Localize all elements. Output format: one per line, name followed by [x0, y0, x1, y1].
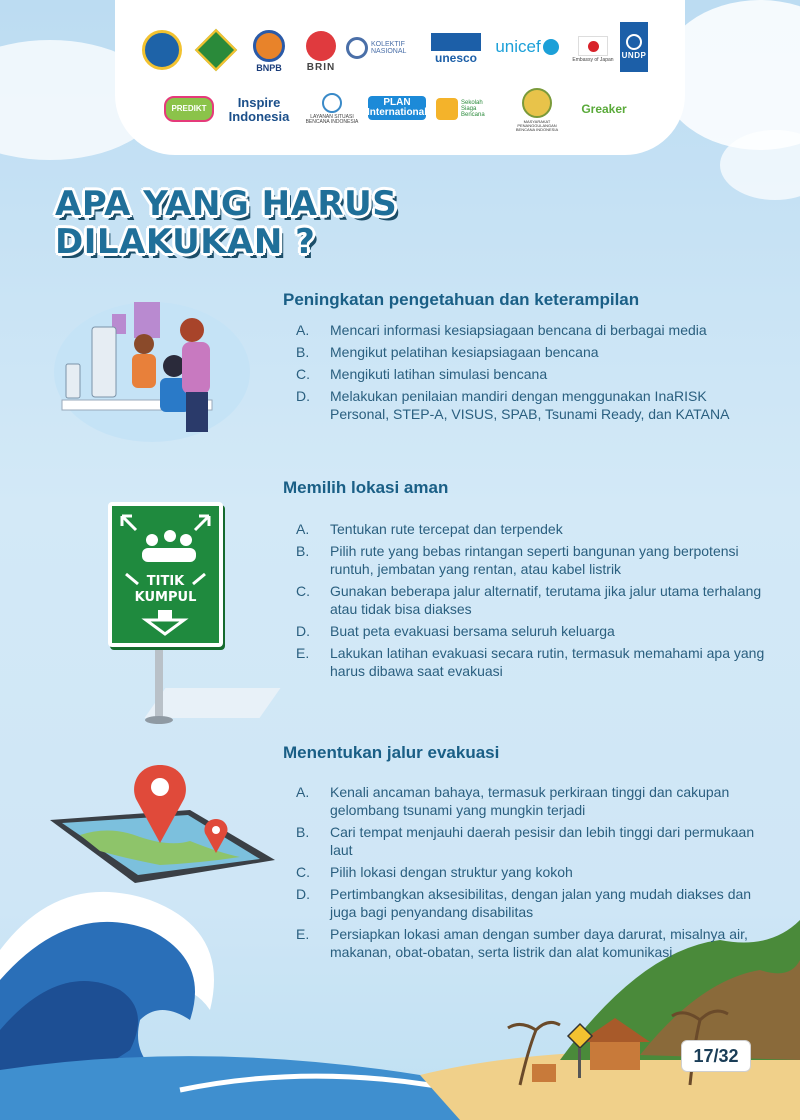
person-icon-2 — [164, 530, 176, 542]
japan-embassy-label: Embassy of Japan — [572, 57, 614, 64]
greaker-logo — [570, 98, 638, 120]
lsbi-emblem — [322, 93, 342, 113]
list-item — [296, 520, 766, 538]
predikt-logo — [164, 96, 214, 122]
list-item-text: Persiapkan lokasi aman dengan sumber daya darurat, misalnya air, makanan, obat-obatan, serta listrik dan alat komunikasi — [330, 926, 748, 960]
list-item-letter: D. — [296, 886, 310, 902]
lsbi-label: LAYANAN SITUASI BENCANA INDONESIA — [305, 113, 359, 125]
japan-flag-dot — [588, 41, 599, 52]
list-item-text: Mengikuti latihan simulasi bencana — [330, 366, 548, 382]
unicef-logo — [488, 34, 566, 60]
inspire-logo — [224, 95, 294, 124]
kolektif-emblem — [346, 37, 368, 59]
sign-label-line1: TITIK — [146, 574, 185, 589]
list-item-text: Gunakan beberapa jalur alternatif, terutama jika jalur utama terhalang atau tidak bisa diakses — [330, 583, 762, 617]
section-title-safe-location: Memilih lokasi aman — [283, 478, 449, 497]
arrow-in-topleft — [122, 516, 136, 530]
beach-hut-large — [590, 1040, 640, 1070]
undp-label: UNDP — [621, 50, 647, 60]
unesco-emblem — [431, 33, 481, 51]
list-item-letter: A. — [296, 521, 310, 537]
mpbi-label: MASYARAKAT PENANGGULANGAN BENCANA INDONESIA — [515, 118, 559, 133]
list-item — [296, 925, 766, 961]
monitor-small — [66, 364, 80, 398]
sign-pole-base — [145, 716, 173, 724]
list-item — [296, 321, 766, 339]
person-standing-head — [180, 318, 204, 342]
assembly-point-sign — [108, 502, 223, 647]
japan-flag — [578, 36, 608, 56]
list-item — [296, 783, 766, 819]
arrow-down-icon — [146, 620, 184, 634]
list-item-letter: B. — [296, 543, 310, 559]
list-item — [296, 644, 766, 680]
unicef-emblem — [543, 39, 559, 55]
person-seated-head — [163, 355, 185, 377]
beach-hut-small — [532, 1064, 556, 1082]
page-number: 17/32 — [681, 1040, 751, 1072]
list-item-text: Cari tempat menjauhi daerah pesisir dan lebih tinggi dari permukaan laut — [330, 824, 755, 858]
list-item-text: Pilih lokasi dengan struktur yang kokoh — [330, 864, 573, 880]
list-item-text: Lakukan latihan evakuasi secara rutin, termasuk memahami apa yang harus dibawa saat evakuasi — [330, 645, 765, 679]
list-item-letter: E. — [296, 926, 310, 942]
person-standing-body — [182, 342, 210, 394]
plan-logo — [368, 96, 426, 120]
wall-poster — [134, 302, 160, 338]
brin-logo-label: BRIN — [306, 61, 336, 73]
monitor — [92, 327, 116, 397]
person-icon-1 — [146, 534, 158, 546]
brin-emblem — [306, 31, 336, 61]
unesco-label: unesco — [434, 51, 477, 66]
list-item-letter: D. — [296, 623, 310, 639]
list-item-letter: C. — [296, 366, 310, 382]
page-title-line1: APA YANG HARUS — [55, 184, 398, 224]
bnpb-logo-label: BNPB — [256, 63, 282, 74]
list-item-letter: A. — [296, 784, 310, 800]
list-item — [296, 582, 766, 618]
sign-label-line2: KUMPUL — [134, 590, 197, 605]
list-item-text: Melakukan penilaian mandiri dengan menggunakan InaRISK Personal, STEP-A, VISUS, SPAB, Tsunami Ready, dan KATANA — [330, 388, 730, 422]
office-illustration — [52, 292, 257, 447]
person-orange-body — [132, 354, 156, 388]
ssb-emblem — [436, 98, 458, 120]
plan-label: PLAN International — [367, 96, 428, 118]
person-standing-legs — [186, 392, 208, 432]
mpbi-emblem — [522, 88, 552, 118]
list-item-text: Kenali ancaman bahaya, termasuk perkiraan tinggi dan cakupan gelombang tsunami yang mungkin terjadi — [330, 784, 730, 818]
bnpb-logo — [248, 28, 290, 76]
list-item-text: Pilih rute yang bebas rintangan seperti bangunan yang berpotensi runtuh, jembatan yang rentan, atau kabel listrik — [330, 543, 739, 577]
lsbi-logo — [304, 88, 360, 130]
page-title — [55, 185, 415, 261]
list-item — [296, 885, 766, 921]
person-orange-head — [134, 334, 154, 354]
list-item-letter: C. — [296, 583, 310, 599]
arrow-down-shaft — [158, 610, 172, 620]
list-item-text: Pertimbangkan aksesibilitas, dengan jalan yang mudah diakses dan juga bagi penyandang disabilitas — [330, 886, 752, 920]
undp-emblem — [626, 34, 642, 50]
ssb-logo — [436, 94, 500, 124]
kemendikbud-logo — [142, 30, 182, 70]
kolektif-label: KOLEKTIF NASIONAL — [371, 40, 407, 55]
list-item — [296, 387, 766, 423]
sign-pole — [155, 640, 163, 720]
list-item-letter: C. — [296, 864, 310, 880]
unesco-logo — [430, 32, 482, 66]
people-bodies — [142, 548, 196, 562]
brin-logo — [300, 26, 342, 78]
knowledge-list — [296, 321, 766, 427]
list-item — [296, 622, 766, 640]
sign-shadow — [144, 688, 280, 718]
japan-embassy-logo — [572, 32, 614, 68]
list-item-text: Mencari informasi kesiapsiagaan bencana di berbagai media — [330, 322, 707, 338]
list-item-letter: B. — [296, 824, 310, 840]
section-title-evacuation-route: Menentukan jalur evakuasi — [283, 743, 500, 762]
ssb-label: Sekolah Siaga Bencana — [461, 99, 485, 119]
undp-logo — [620, 22, 648, 72]
list-item — [296, 343, 766, 361]
kolektif-nasional-logo — [346, 34, 422, 62]
list-item-text: Mengikut pelatihan kesiapsiagaan bencana — [330, 344, 599, 360]
arrow-in-topright — [195, 516, 209, 530]
safe-location-list — [296, 520, 766, 684]
location-pin-small-dot — [212, 826, 220, 834]
evacuation-route-list — [296, 783, 766, 965]
list-item-letter: B. — [296, 344, 310, 360]
logo-banner — [115, 0, 685, 155]
bnpb-emblem — [253, 30, 285, 62]
unicef-label: unicef — [495, 37, 541, 57]
list-item-text: Buat peta evakuasi bersama seluruh keluarga — [330, 623, 615, 639]
list-item — [296, 542, 766, 578]
location-pin-large-dot — [151, 778, 169, 796]
greaker-label: Greaker — [581, 101, 627, 116]
predikt-label: PREDIKT — [171, 103, 207, 113]
list-item-letter: D. — [296, 388, 310, 404]
warning-sign-pole — [578, 1048, 581, 1078]
list-item — [296, 365, 766, 383]
list-item-letter: A. — [296, 322, 310, 338]
person-icon-3 — [180, 534, 192, 546]
page-title-line2: DILAKUKAN ? — [55, 222, 316, 262]
list-item-text: Tentukan rute tercepat dan terpendek — [330, 521, 563, 537]
list-item-letter: E. — [296, 645, 310, 661]
list-item — [296, 863, 766, 881]
section-title-knowledge: Peningkatan pengetahuan dan keterampilan — [283, 290, 640, 309]
list-item — [296, 823, 766, 859]
mpbi-logo — [514, 86, 560, 134]
inspire-label: Inspire Indonesia — [228, 95, 290, 124]
